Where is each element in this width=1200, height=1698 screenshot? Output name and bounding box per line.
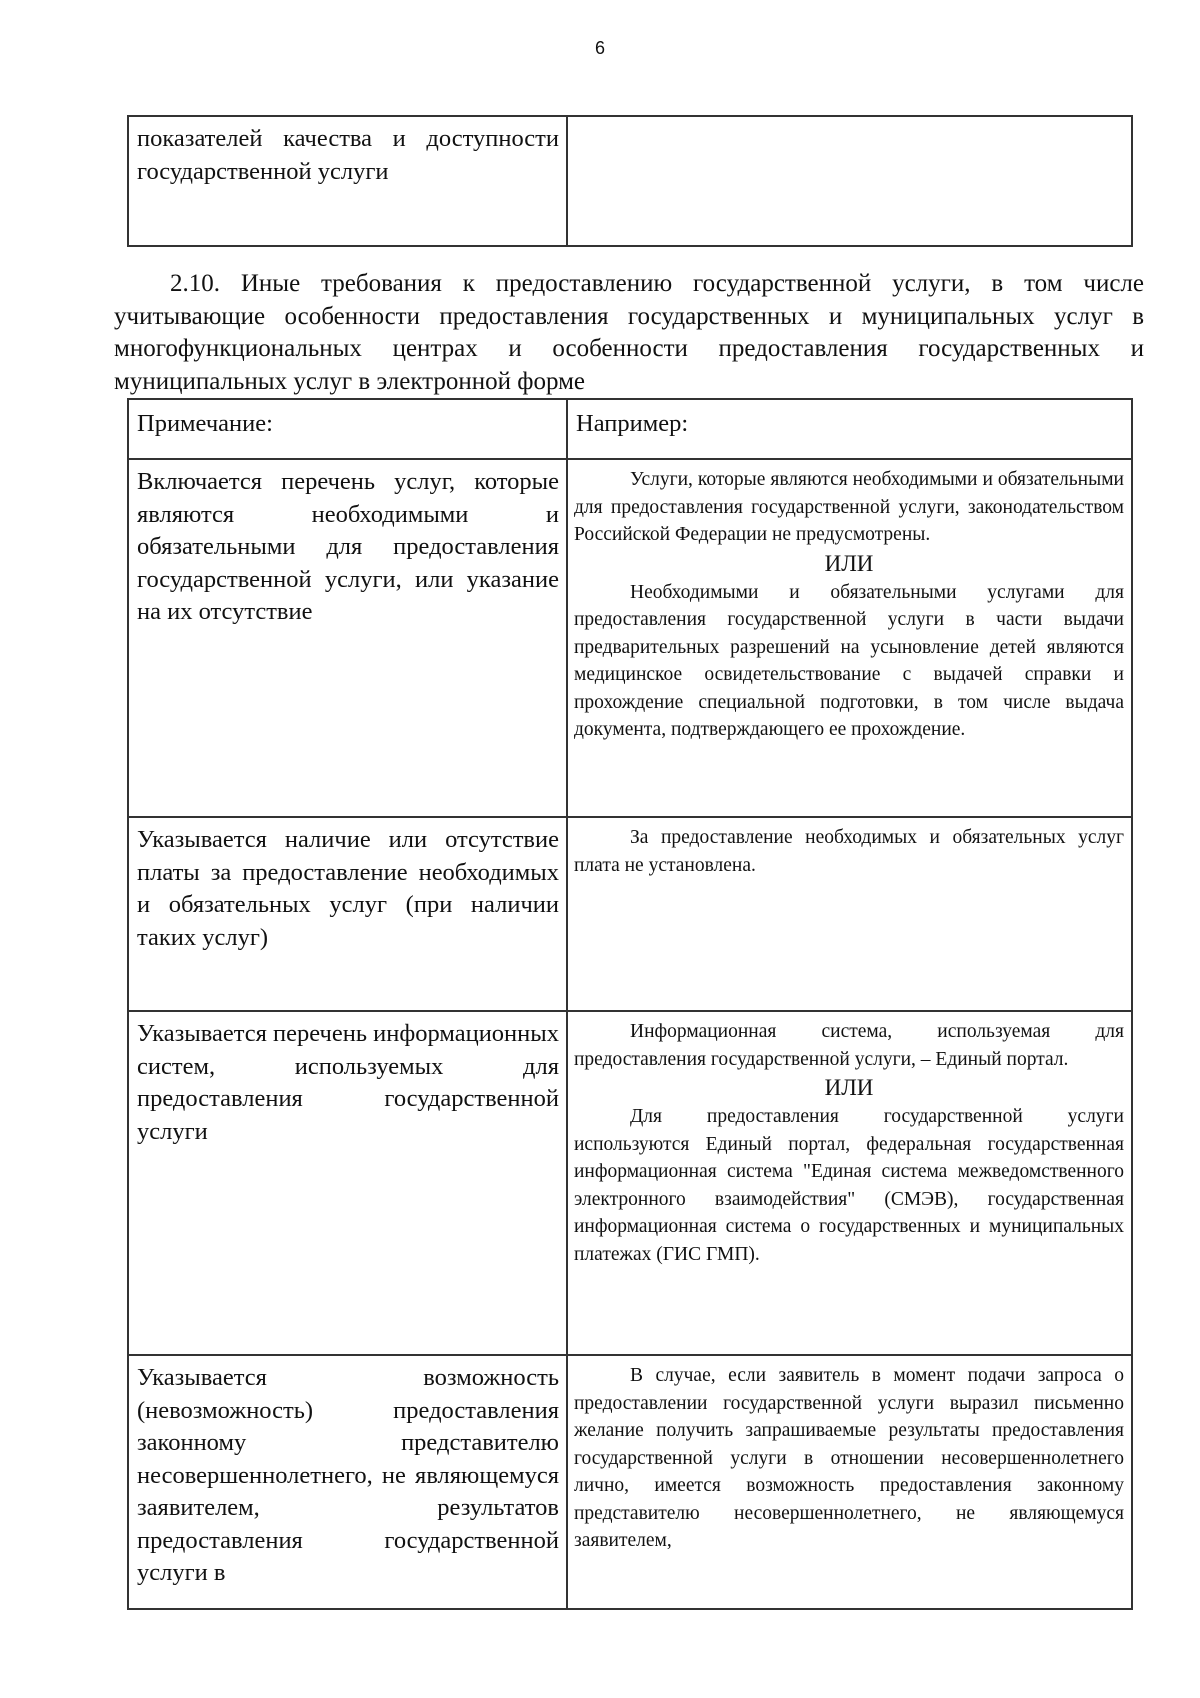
table-row [128, 459, 1132, 817]
row-note: Указывается наличие или отсутствие платы за предоставление необходимых и обязательных услуг (при наличии таких услуг) [128, 817, 567, 1011]
requirements-table [127, 398, 1133, 1610]
page-number: 6 [594, 38, 605, 58]
header-note: Примечание: [128, 399, 567, 459]
example-text: Информационная система, используемая для предоставления государственной услуги, – Единый портал. [574, 1021, 1124, 1070]
row-example [567, 817, 1132, 1011]
example-text: В случае, если заявитель в момент подачи запроса о предоставлении государственной услуги выразил письменно желание получить запрашиваемые результаты предоставления государственной услуги в отношении несовершеннолетнего лично, имеется возможность предоставления законному представителю несовершеннолетнего, не являющемуся заявителем, [574, 1365, 1124, 1551]
row-example [567, 1011, 1132, 1355]
example-text: Услуги, которые являются необходимыми и обязательными для предоставления государственной услуги, законодательством Российской Федерации не предусмотрены. [574, 469, 1124, 545]
row-example [567, 459, 1132, 817]
top-table-left-cell: показателей качества и доступности государственной услуги [128, 116, 567, 246]
example-text: За предоставление необходимых и обязательных услуг плата не установлена. [574, 827, 1124, 876]
example-text: Необходимыми и обязательными услугами для предоставления государственной услуги в части выдачи предварительных разрешений на усыновление детей являются медицинское освидетельствование с выдачей справки и прохождение специальной подготовки, в том числе выдача документа, подтверждающего ее прохождение. [574, 581, 1124, 740]
table-row [128, 1355, 1132, 1609]
section-heading: 2.10. Иные требования к предоставлению государственной услуги, в том числе учитывающие особенности предоставления государственных и муниципальных услуг в многофункциональных центрах и особенности предоставления государственных и муниципальных услуг в электронной форме [114, 270, 1144, 395]
row-note: Включается перечень услуг, которые являются необходимыми и обязательными для предоставления государственной услуги, или указание на их отсутствие [128, 459, 567, 817]
top-table [127, 115, 1133, 247]
top-table-right-cell [567, 116, 1132, 246]
table-row [128, 1011, 1132, 1355]
or-separator: ИЛИ [824, 550, 874, 576]
table-row [128, 817, 1132, 1011]
row-example [567, 1355, 1132, 1609]
table-row [128, 116, 1132, 246]
table-header-row [128, 399, 1132, 459]
example-text: Для предоставления государственной услуги используются Единый портал, федеральная государственная информационная система "Единая система межведомственного электронного взаимодействия" (СМЭВ), государственная информационная система о государственных и муниципальных платежах (ГИС ГМП). [574, 1106, 1124, 1265]
row-note: Указывается перечень информационных систем, используемых для предоставления государственной услуги [128, 1011, 567, 1355]
header-example: Например: [567, 399, 1132, 459]
or-separator: ИЛИ [824, 1075, 874, 1100]
row-note: Указывается возможность (невозможность) предоставления законному представителю несовершеннолетнего, не являющемуся заявителем, результатов предоставления государственной услуги в [128, 1355, 567, 1609]
